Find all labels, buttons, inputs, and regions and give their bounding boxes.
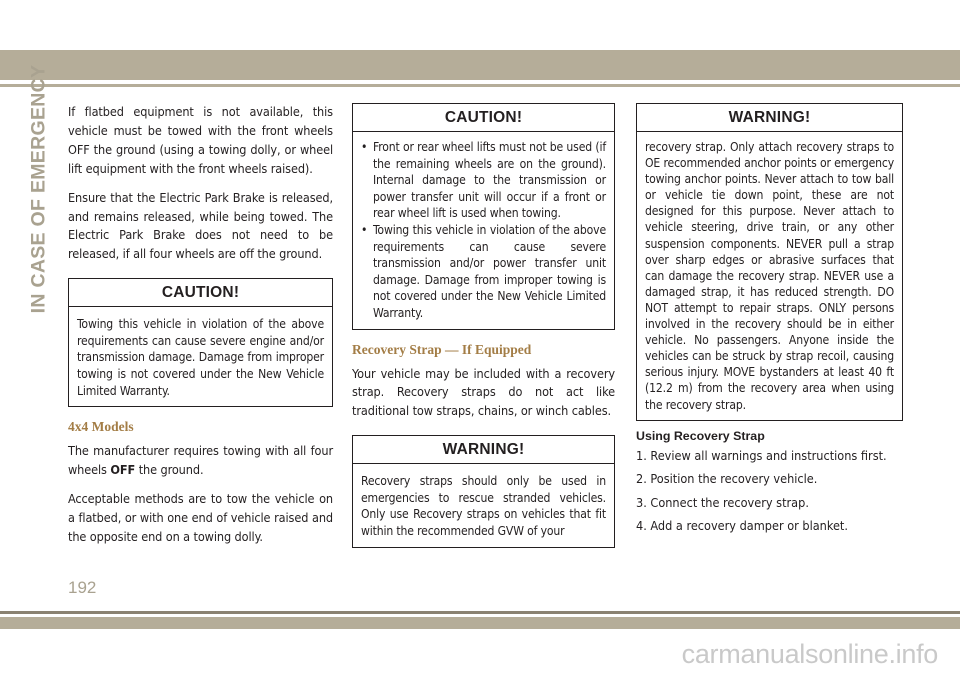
recovery-strap-paragraph: Your vehicle may be included with a recovery strap. Recovery straps do not act like traditional tow straps, chains, or winch cables.	[352, 365, 615, 419]
step-item: 2. Position the recovery vehicle.	[636, 471, 818, 487]
section-heading-recovery-strap: Recovery Strap — If Equipped	[352, 341, 532, 357]
header-band	[0, 50, 960, 80]
caution-title: CAUTION!	[69, 279, 332, 307]
section-side-tab-label: IN CASE OF EMERGENCY	[27, 64, 50, 314]
page-number: 192	[68, 578, 97, 597]
caution-text: Towing this vehicle in violation of the above requirements can cause severe engine and/or transmission damage. Damage from improper towing is not covered under the New Vehicle Limited Warranty.	[77, 317, 324, 398]
column-3	[636, 103, 903, 542]
warning-text: Recovery straps should only be used in emergencies to rescue stranded vehicles. Only use Recovery straps on vehicles that fit within the recommended GVW of your	[361, 474, 606, 539]
caution-box-wheel-lift	[352, 103, 615, 330]
warning-title: WARNING!	[353, 436, 614, 464]
footer-rule	[0, 611, 960, 614]
caution-bullet: • Towing this vehicle in violation of the above requirements can cause severe transmission and/or power transfer unit damage. Damage from improper towing is not covered under the New Vehicle Limited Warranty.	[361, 222, 606, 322]
column-1	[68, 103, 333, 557]
caution-box-engine	[68, 278, 333, 407]
section-heading-using-strap: Using Recovery Strap	[636, 428, 765, 443]
caution-title: CAUTION!	[353, 104, 614, 132]
header-rule	[0, 84, 960, 87]
off-emphasis: OFF	[110, 462, 136, 478]
warning-text: recovery strap. Only attach recovery straps to OE recommended anchor points or emergency towing anchor points. Never attach to tow ball or vehicle tie down point, these are not designed for this purpose. Never attach to vehicle steering, drive train, or any other suspension components. NEVER pull a strap over sharp edges or abrasive surfaces that can damage the recovery strap. NEVER use a damaged strap, it has reduced strength. DO NOT attempt to repair straps. ONLY persons involved in the recovery should be in either vehicle. No passengers. Anyone inside the vehicles can be struck by strap recoil, causing serious injury. MOVE bystanders at least 40 ft (12.2 m) from the recovery area when using the recovery strap.	[645, 140, 894, 412]
steps-list	[636, 448, 903, 535]
caution-bullet: • Front or rear wheel lifts must not be used (if the remaining wheels are on the ground). Internal damage to the transmission or power transfer unit will occur if a front or rear wheel lift is used when towing.	[361, 139, 606, 222]
warning-box-continued	[636, 103, 903, 421]
acceptable-methods-paragraph: Acceptable methods are to tow the vehicle on a flatbed, or with one end of vehicle raised and the opposite end on a towing dolly.	[68, 491, 333, 544]
four-wheels-paragraph: The manufacturer requires towing with all four wheels OFF the ground.	[68, 443, 333, 478]
step-item: 1. Review all warnings and instructions first.	[636, 447, 887, 463]
park-brake-paragraph: Ensure that the Electric Park Brake is released, and remains released, while being towed. The Electric Park Brake does not need to be released, if all four wheels are off the ground.	[68, 189, 333, 262]
watermark: carmanualsonline.info	[681, 639, 938, 669]
warning-box-recovery	[352, 435, 615, 547]
step-item: 4. Add a recovery damper or blanket.	[636, 518, 848, 534]
caution-content	[353, 132, 614, 329]
step-item: 3. Connect the recovery strap.	[636, 494, 809, 510]
section-side-tab	[24, 64, 54, 314]
flatbed-paragraph: If flatbed equipment is not available, this vehicle must be towed with the front wheels OFF the ground (using a towing dolly, or wheel lift equipment with the front wheels raised).	[68, 104, 333, 176]
section-heading-4x4: 4x4 Models	[68, 419, 134, 435]
footer-band	[0, 617, 960, 629]
column-2	[352, 103, 615, 560]
warning-title: WARNING!	[637, 104, 902, 132]
